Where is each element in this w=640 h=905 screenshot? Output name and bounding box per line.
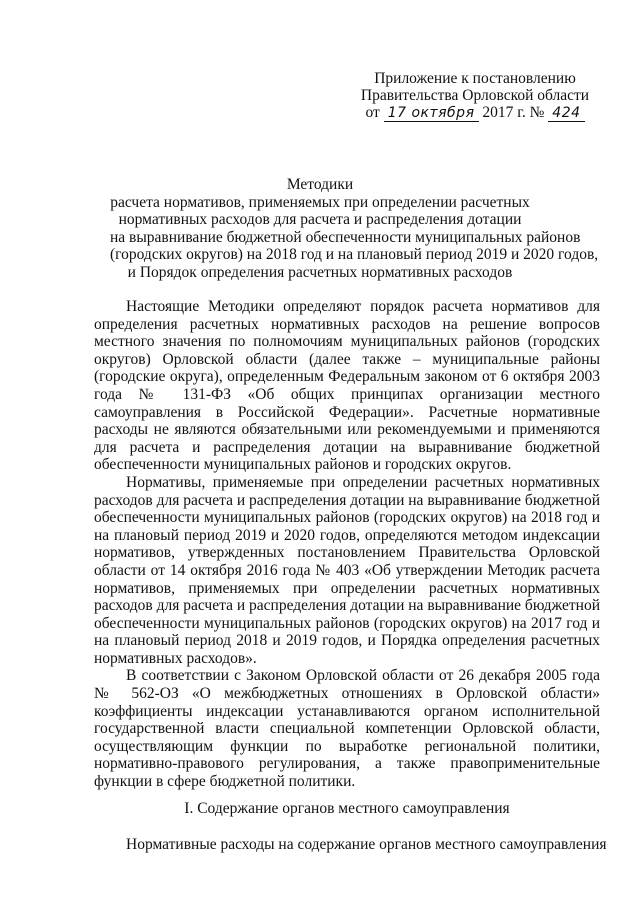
title-line-5: (городских округов) на 2018 год и на плановый период 2019 и 2020 годов, [110, 246, 599, 263]
section-heading: I. Содержание органов местного самоуправления [184, 800, 510, 817]
header-line-1: Приложение к постановлению [374, 70, 576, 87]
header-line-3 [355, 104, 595, 122]
title-line-4: на выравнивание бюджетной обеспеченности муниципальных районов [110, 228, 581, 246]
paragraph: Настоящие Методики определяют порядок расчета нормативов для определения расчетных нормативных расходов на решение вопросов местного значения по полномочиям муниципальных районов (городских округов) Орловской области (далее также – муниципальные районы (городские округа), определенным Федеральным законом от 6 октября 2003 года № 131-ФЗ «Об общих принципах организации местного самоуправления в Российской Федерации». Расчетные нормативные расходы не являются обязательными или рекомендуемыми и применяются для расчета и распределения дотации на выравнивание бюджетной обеспеченности муниципальных районов и городских округов. [94, 298, 600, 474]
paragraph: Нормативы, применяемые при определении расчетных нормативных расходов для расчета и распределения дотации на выравнивание бюджетной обеспеченности муниципальных районов (городских округов) на 2018 год и на плановый период 2019 и 2020 годов, определяются методом индексации нормативов, утвержденных постановлением Правительства Орловской области от 14 октября 2016 года № 403 «Об утверждении Методик расчета нормативов, применяемых при определении расчетных нормативных расходов для расчета и распределения дотации на выравнивание бюджетной обеспеченности муниципальных районов (городских округов) на 2017 год и на плановый период 2018 и 2019 годов, и Порядка определения расчетных нормативных расходов». [94, 473, 600, 667]
title-line-3: нормативных расходов для расчета и распределения дотации [118, 211, 522, 228]
header-prefix: от [365, 104, 380, 121]
title-line-6: и Порядок определения расчетных нормативных расходов [127, 263, 513, 281]
title-line-1: Методики [286, 176, 354, 193]
appendix-header [355, 70, 595, 122]
handwritten-number: 424 [548, 105, 584, 122]
title-line-2: расчета нормативов, применяемых при определении расчетных [110, 193, 530, 211]
document-body [94, 298, 600, 791]
header-year-number: 2017 г. № [482, 104, 545, 121]
section-first-line: Нормативные расходы на содержание органов местного самоуправления [126, 836, 607, 853]
document-title [110, 176, 599, 281]
header-line-2: Правительства Орловской области [360, 87, 590, 104]
handwritten-date: 17 октября [384, 105, 479, 122]
paragraph: В соответствии с Законом Орловской области от 26 декабря 2005 года № 562-ОЗ «О межбюджетных отношениях в Орловской области» коэффициенты индексации устанавливаются органом исполнительной государственной власти специальной компетенции Орловской области, осуществляющим функции по выработке региональной политики, нормативно-правового регулирования, а также правоприменительные функции в сфере бюджетной политики. [94, 667, 600, 791]
